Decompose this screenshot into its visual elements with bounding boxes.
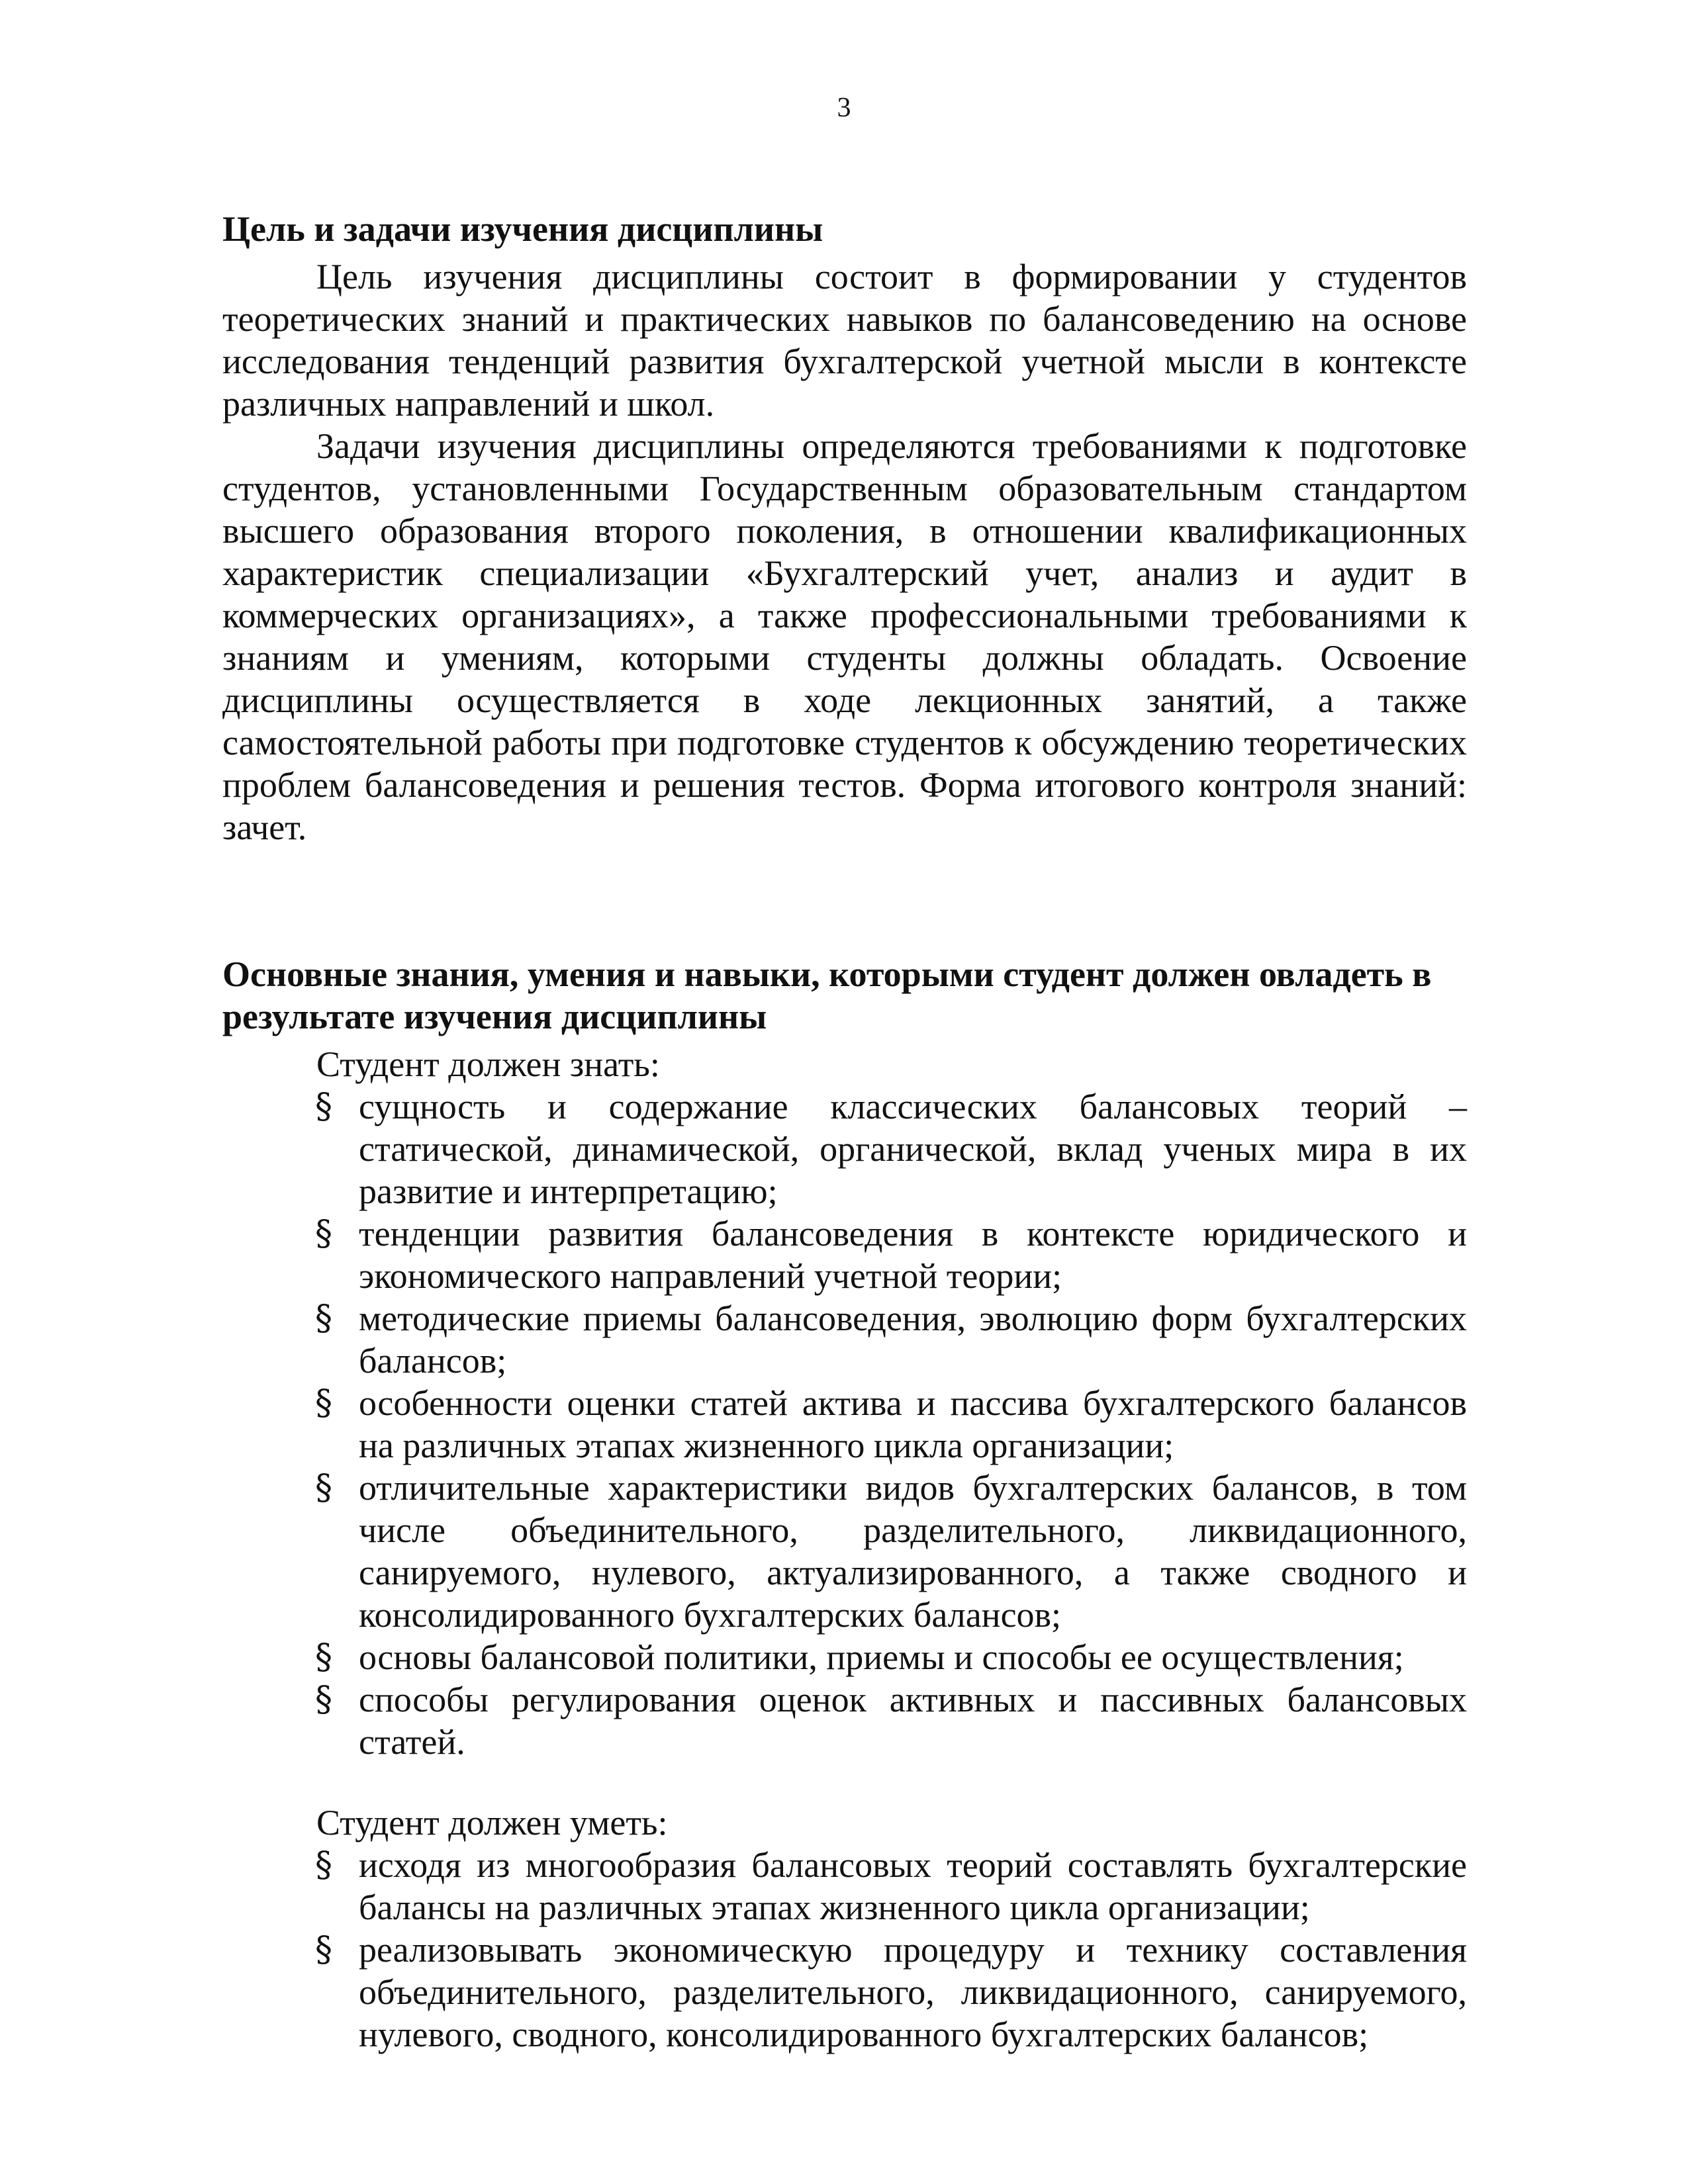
list-item-text: методические приемы балансоведения, эволюцию форм бухгалтерских балансов; [359,1298,1467,1381]
list-item-text: тенденции развития балансоведения в контексте юридического и экономического направлений учетной теории; [359,1214,1467,1296]
section-sign-bullet: § [315,1930,332,1970]
section-sign-bullet: § [315,1087,332,1126]
list-item-text: сущность и содержание классических балансовых теорий – статической, динамической, органической, вклад ученых мира в их развитие и интерпретацию; [359,1087,1467,1211]
list-item-text: отличительные характеристики видов бухгалтерских балансов, в том числе объединительного, разделительного, ликвидационного, санируемого, нулевого, актуализированного, а также сводного и консолидированного бухгалтерских балансов; [359,1468,1467,1635]
list-item [315,1212,1467,1297]
section-sign-bullet: § [315,1468,332,1508]
list-item [315,1297,1467,1382]
know-list [222,1085,1467,1763]
paragraph-tasks: Задачи изучения дисциплины определяются требованиями к подготовке студентов, установленными Государственным образовательным стандартом высшего образования второго поколения, в отношении квалификационных характеристик специализации «Бухгалтерский учет, анализ и аудит в коммерческих организациях», а также профессиональными требованиями к знаниям и умениям, которыми студенты должны обладать. Освоение дисциплины осуществляется в ходе лекционных занятий, а также самостоятельной работы при подготовке студентов к обсуждению теоретических проблем балансоведения и решения тестов. Форма итогового контроля знаний: зачет. [222,426,1467,847]
section-sign-bullet: § [315,1214,332,1253]
list-item [315,1678,1467,1763]
list-item [315,1382,1467,1467]
page-number: 3 [837,93,851,123]
section-heading-knowledge: Основные знания, умения и навыки, которыми студент должен овладеть в результате изучения дисциплины [222,954,1432,1036]
page-content [222,199,1467,2056]
list-item-text: реализовывать экономическую процедуру и технику составления объединительного, разделительного, ликвидационного, санируемого, нулевого, сводного, консолидированного бухгалтерских балансов; [359,1930,1467,2054]
list-item-text: особенности оценки статей актива и пассива бухгалтерского балансов на различных этапах жизненного цикла организации; [359,1383,1467,1465]
know-intro: Студент должен знать: [316,1044,660,1084]
list-item-text: основы балансовой политики, приемы и способы ее осуществления; [359,1637,1404,1677]
section-sign-bullet: § [315,1845,332,1885]
list-item [315,1085,1467,1212]
list-item-text: исходя из многообразия балансовых теорий составлять бухгалтерские балансы на различных этапах жизненного цикла организации; [359,1845,1467,1927]
section-heading-goals: Цель и задачи изучения дисциплины [222,209,823,249]
list-item [315,1929,1467,2056]
can-list [222,1844,1467,2056]
paragraph-goal: Цель изучения дисциплины состоит в формировании у студентов теоретических знаний и практических навыков по балансоведению на основе исследования тенденций развития бухгалтерской учетной мысли в контексте различных направлений и школ. [222,257,1467,424]
can-intro: Студент должен уметь: [316,1803,668,1843]
section-sign-bullet: § [315,1680,332,1719]
section-sign-bullet: § [315,1637,332,1677]
list-item-text: способы регулирования оценок активных и пассивных балансовых статей. [359,1680,1467,1762]
list-item [315,1636,1467,1678]
section-sign-bullet: § [315,1298,332,1338]
list-item [315,1467,1467,1636]
list-item [315,1844,1467,1929]
section-sign-bullet: § [315,1383,332,1423]
